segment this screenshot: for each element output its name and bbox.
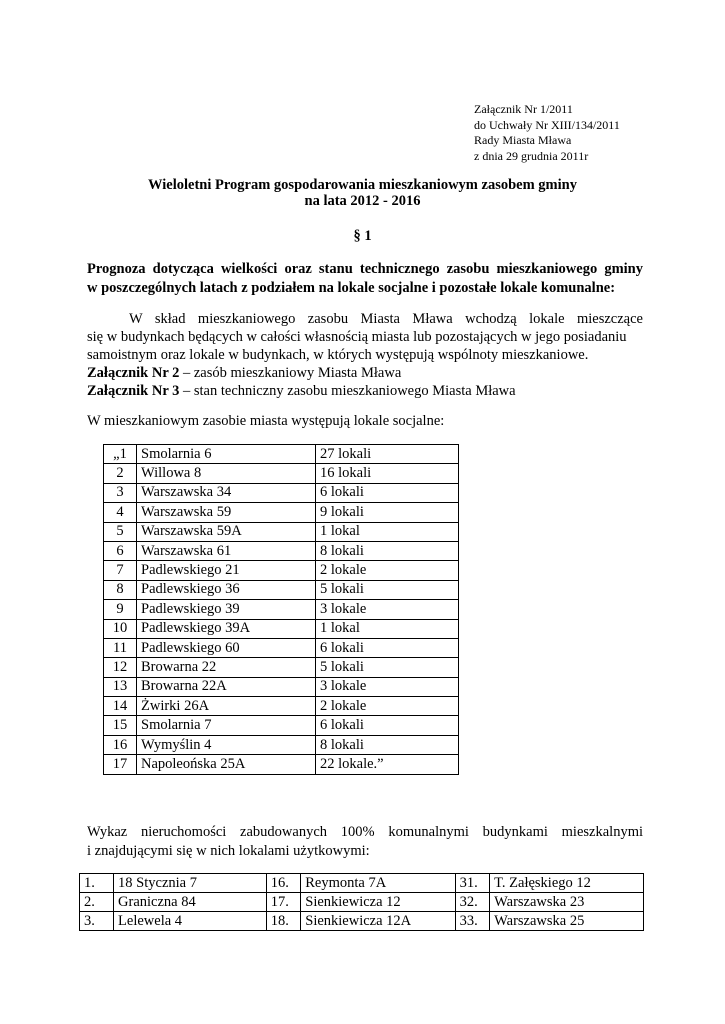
row-number: 11 <box>104 638 137 657</box>
table-row <box>104 735 459 754</box>
table-row <box>104 638 459 657</box>
street-address: Padlewskiego 60 <box>137 638 316 657</box>
annex-line: Rady Miasta Mława <box>474 133 572 147</box>
annex-2-text: – zasób mieszkaniowy Miasta Mława <box>179 365 402 381</box>
section-number: § 1 <box>353 228 372 244</box>
street-address: Padlewskiego 39 <box>137 600 316 619</box>
body-line: się w budynkach będących w całości własnością miasta lub pozostających w jego posiadaniu <box>87 329 627 345</box>
social-units-table <box>103 444 459 775</box>
table-row <box>104 697 459 716</box>
row-number: 16 <box>104 735 137 754</box>
property-address: T. Załęskiego 12 <box>490 874 644 893</box>
property-address: Graniczna 84 <box>114 893 267 912</box>
annex-line: Załącznik Nr 1/2011 <box>474 102 573 116</box>
row-number: 9 <box>104 600 137 619</box>
title-line: na lata 2012 - 2016 <box>304 193 421 209</box>
heading-line: Prognoza dotycząca wielkości oraz stanu technicznego zasobu mieszkaniowego gminy <box>87 261 643 277</box>
table-row <box>104 522 459 541</box>
street-address: Browarna 22A <box>137 677 316 696</box>
annex-line: z dnia 29 grudnia 2011r <box>474 148 589 163</box>
unit-count: 2 lokale <box>316 561 459 580</box>
unit-count: 1 lokal <box>316 522 459 541</box>
body-paragraph <box>87 310 643 400</box>
street-address: Napoleońska 25A <box>137 755 316 774</box>
table-row <box>104 755 459 774</box>
annex-line: do Uchwały Nr XIII/134/2011 <box>474 117 620 132</box>
property-intro-line: Wykaz nieruchomości zabudowanych 100% komunalnymi budynkami mieszkalnymi <box>87 824 643 840</box>
row-number: 33. <box>455 912 490 931</box>
table-row <box>104 561 459 580</box>
street-address: Warszawska 34 <box>137 483 316 502</box>
street-address: Willowa 8 <box>137 464 316 483</box>
row-number: 3 <box>104 483 137 502</box>
table-row <box>104 716 459 735</box>
heading-line: w poszczególnych latach z podziałem na lokale socjalne i pozostałe lokale komunalne: <box>87 280 616 296</box>
unit-count: 6 lokali <box>316 638 459 657</box>
property-address: 18 Stycznia 7 <box>114 874 267 893</box>
row-number: 16. <box>266 874 301 893</box>
row-number: 14 <box>104 697 137 716</box>
street-address: Wymyślin 4 <box>137 735 316 754</box>
property-intro-line: i znajdującymi się w nich lokalami użytkowymi: <box>87 843 370 859</box>
street-address: Warszawska 59 <box>137 503 316 522</box>
unit-count: 3 lokale <box>316 677 459 696</box>
street-address: Żwirki 26A <box>137 697 316 716</box>
unit-count: 5 lokali <box>316 580 459 599</box>
property-address: Reymonta 7A <box>301 874 455 893</box>
annex-2-line <box>87 364 643 382</box>
street-address: Padlewskiego 21 <box>137 561 316 580</box>
street-address: Smolarnia 6 <box>137 445 316 464</box>
street-address: Padlewskiego 36 <box>137 580 316 599</box>
row-number: 4 <box>104 503 137 522</box>
table-row <box>104 619 459 638</box>
unit-count: 16 lokali <box>316 464 459 483</box>
social-units-intro: W mieszkaniowym zasobie miasta występują lokale socjalne: <box>87 413 445 429</box>
property-address: Warszawska 23 <box>490 893 644 912</box>
row-number: 13 <box>104 677 137 696</box>
street-address: Smolarnia 7 <box>137 716 316 735</box>
street-address: Warszawska 61 <box>137 541 316 560</box>
unit-count: 1 lokal <box>316 619 459 638</box>
property-table <box>79 873 644 931</box>
table-row <box>104 445 459 464</box>
street-address: Padlewskiego 39A <box>137 619 316 638</box>
property-address: Sienkiewicza 12A <box>301 912 455 931</box>
property-address: Lelewela 4 <box>114 912 267 931</box>
unit-count: 8 lokali <box>316 735 459 754</box>
body-line: W skład mieszkaniowego zasobu Miasta Mława wchodzą lokale mieszczące <box>129 311 643 327</box>
unit-count: 2 lokale <box>316 697 459 716</box>
row-number: 2 <box>104 464 137 483</box>
row-number: 12 <box>104 658 137 677</box>
annex-3-line <box>87 382 643 400</box>
unit-count: 5 lokali <box>316 658 459 677</box>
row-number: 7 <box>104 561 137 580</box>
row-number: 31. <box>455 874 490 893</box>
table-row <box>104 464 459 483</box>
annex-2-label: Załącznik Nr 2 <box>87 365 180 381</box>
table-row <box>104 677 459 696</box>
row-number: 3. <box>80 912 114 931</box>
unit-count: 3 lokale <box>316 600 459 619</box>
property-address: Sienkiewicza 12 <box>301 893 455 912</box>
annex-reference <box>474 102 620 164</box>
table-row <box>104 503 459 522</box>
unit-count: 6 lokali <box>316 716 459 735</box>
row-number: 6 <box>104 541 137 560</box>
row-number: 17 <box>104 755 137 774</box>
row-number: 18. <box>266 912 301 931</box>
unit-count: 6 lokali <box>316 483 459 502</box>
table-row <box>104 580 459 599</box>
annex-3-label: Załącznik Nr 3 <box>87 383 180 399</box>
property-list-intro <box>87 823 643 861</box>
row-number: 8 <box>104 580 137 599</box>
table-row <box>104 541 459 560</box>
row-number: 1. <box>80 874 114 893</box>
section-heading <box>87 260 643 298</box>
row-number: 10 <box>104 619 137 638</box>
body-line: samoistnym oraz lokale w budynkach, w których występują wspólnoty mieszkaniowe. <box>87 347 589 363</box>
row-number: 15 <box>104 716 137 735</box>
unit-count: 8 lokali <box>316 541 459 560</box>
table-row <box>104 600 459 619</box>
row-number: 2. <box>80 893 114 912</box>
row-number: 17. <box>266 893 301 912</box>
property-address: Warszawska 25 <box>490 912 644 931</box>
row-number: 32. <box>455 893 490 912</box>
row-number: „1 <box>104 445 137 464</box>
table-row <box>104 483 459 502</box>
table-row <box>80 893 644 912</box>
unit-count: 27 lokali <box>316 445 459 464</box>
unit-count: 22 lokale.” <box>316 755 459 774</box>
annex-3-text: – stan techniczny zasobu mieszkaniowego Miasta Mława <box>179 383 516 399</box>
table-row <box>104 658 459 677</box>
table-row <box>80 912 644 931</box>
title-line: Wieloletni Program gospodarowania mieszkaniowym zasobem gminy <box>148 177 577 193</box>
document-title <box>0 177 725 209</box>
street-address: Warszawska 59A <box>137 522 316 541</box>
table-row <box>80 874 644 893</box>
unit-count: 9 lokali <box>316 503 459 522</box>
street-address: Browarna 22 <box>137 658 316 677</box>
row-number: 5 <box>104 522 137 541</box>
